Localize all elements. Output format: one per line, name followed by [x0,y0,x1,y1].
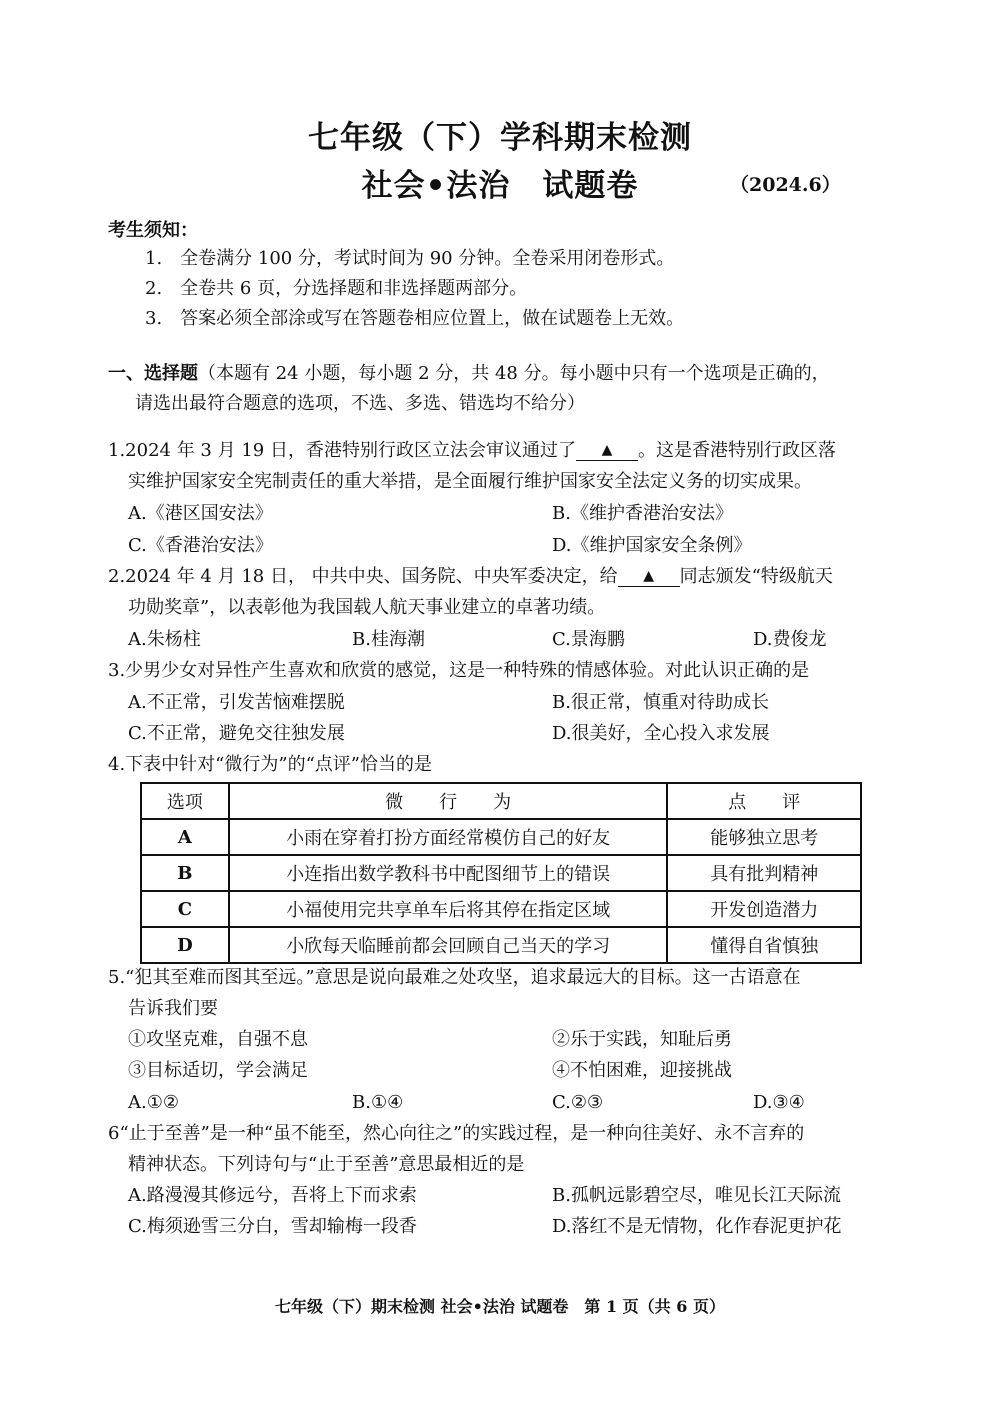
exam-date: （2024.6） [730,174,841,196]
table-row [141,819,861,855]
question-3-stem: 3.少男少女对异性产生喜欢和欣赏的感觉，这是一种特殊的情感体验。对此认识正确的是 [108,660,810,681]
question-3-option-d: D.很美好，全心投入求发展 [552,723,770,744]
question-5-option-b: B.①④ [352,1092,404,1113]
question-1-option-c: C.《香港治安法》 [128,535,273,556]
page-subtitle: 社会•法治 试题卷 [361,168,639,204]
question-3-option-c: C.不正常，避免交往独发展 [128,723,345,744]
question-6-option-c: C.梅须逊雪三分白，雪却输梅一段香 [128,1216,417,1237]
question-3-option-a: A.不正常，引发苦恼难摆脱 [128,692,345,713]
question-1-option-d: D.《维护国家安全条例》 [552,535,752,556]
question-5-stem: 5.“犯其至难而图其至远。”意思是说向最难之处攻坚，追求最远大的目标。这一古语意在 [108,967,801,988]
table-header-cell: 微 行 为 [229,783,668,819]
question-6-stem: 6“止于至善”是一种“虽不能至，然心向往之”的实践过程，是一种向往美好、永不言弃的 [108,1123,805,1144]
table-header-cell: 选项 [141,783,229,819]
question-2-option-c: C.景海鹏 [552,629,625,650]
question-6-option-d: D.落红不是无情物，化作春泥更护花 [552,1216,842,1237]
answer-blank: ▲ [576,440,638,461]
table-cell: D [141,927,229,963]
question-5-stem-line2: 告诉我们要 [128,998,218,1019]
question-1-stem-line2: 实维护国家安全宪制责任的重大举措，是全面履行维护国家安全法定义务的切实成果。 [128,471,812,492]
table-row [141,855,861,891]
section-heading [108,360,830,388]
table-cell: A [141,819,229,855]
question-3-option-b: B.很正常，慎重对待助成长 [552,692,769,713]
table-cell: C [141,891,229,927]
question-5-option-a: A.①② [128,1092,179,1113]
table-cell: B [141,855,229,891]
table-header-cell: 点 评 [667,783,861,819]
table-cell: 能够独立思考 [667,819,861,855]
question-6-stem-line2: 精神状态。下列诗句与“止于至善”意思最相近的是 [128,1154,525,1175]
table-cell: 小连指出数学教科书中配图细节上的错误 [229,855,668,891]
question-2-stem: 2.2024 年 4 月 18 日， 中共中央、国务院、中央军委决定，给 ▲ 同志颁发“特级航天 [108,566,833,587]
question-5-statement: ③目标适切，学会满足 [128,1060,308,1081]
section-desc: （本题有 24 小题，每小题 2 分，共 48 分。每小题中只有一个选项是正确的， [198,363,830,384]
notice-item: 2. 全卷共 6 页，分选择题和非选择题两部分。 [145,278,528,299]
table-cell: 具有批判精神 [667,855,861,891]
table-cell: 懂得自省慎独 [667,927,861,963]
page-footer: 七年级（下）期末检测 社会•法治 试题卷 第 1 页（共 6 页） [275,1297,725,1316]
question-6-option-a: A.路漫漫其修远兮，吾将上下而求索 [128,1185,417,1206]
notice-heading: 考生须知： [108,220,198,241]
table-cell: 小福使用完共享单车后将其停在指定区域 [229,891,668,927]
question-5-statement: ④不怕困难，迎接挑战 [552,1060,732,1081]
question-5-option-c: C.②③ [552,1092,604,1113]
table-row [141,891,861,927]
question-1-option-b: B.《维护香港治安法》 [552,503,733,524]
section-desc-line2: 请选出最符合题意的选项，不选、多选、错选均不给分） [135,393,585,414]
question-5-statement: ②乐于实践，知耻后勇 [552,1029,732,1050]
question-1-stem: 1.2024 年 3 月 19 日，香港特别行政区立法会审议通过了 ▲ 。这是香港特别行政区落 [108,440,836,461]
question-2-option-d: D.费俊龙 [753,629,827,650]
question-4-table [140,782,862,964]
question-5-statement: ①攻坚克难，自强不息 [128,1029,308,1050]
table-header-row [141,783,861,819]
question-6-option-b: B.孤帆远影碧空尽，唯见长江天际流 [552,1185,841,1206]
question-2-option-a: A.朱杨柱 [128,629,201,650]
table-row [141,927,861,963]
question-2-option-b: B.桂海潮 [352,629,425,650]
page-title: 七年级（下）学科期末检测 [308,120,692,156]
question-4-stem: 4.下表中针对“微行为”的“点评”恰当的是 [108,754,432,775]
notice-item: 3. 答案必须全部涂或写在答题卷相应位置上，做在试题卷上无效。 [145,308,685,329]
answer-blank: ▲ [618,566,680,587]
question-5-option-d: D.③④ [753,1092,805,1113]
question-1-option-a: A.《港区国安法》 [128,503,273,524]
question-2-stem-line2: 功勋奖章”，以表彰他为我国载人航天事业建立的卓著功绩。 [128,597,606,618]
table-cell: 小雨在穿着打扮方面经常模仿自己的好友 [229,819,668,855]
table-cell: 开发创造潜力 [667,891,861,927]
notice-item: 1. 全卷满分 100 分，考试时间为 90 分钟。全卷采用闭卷形式。 [145,248,675,269]
table-cell: 小欣每天临睡前都会回顾自己当天的学习 [229,927,668,963]
section-title: 一、选择题 [108,363,198,384]
